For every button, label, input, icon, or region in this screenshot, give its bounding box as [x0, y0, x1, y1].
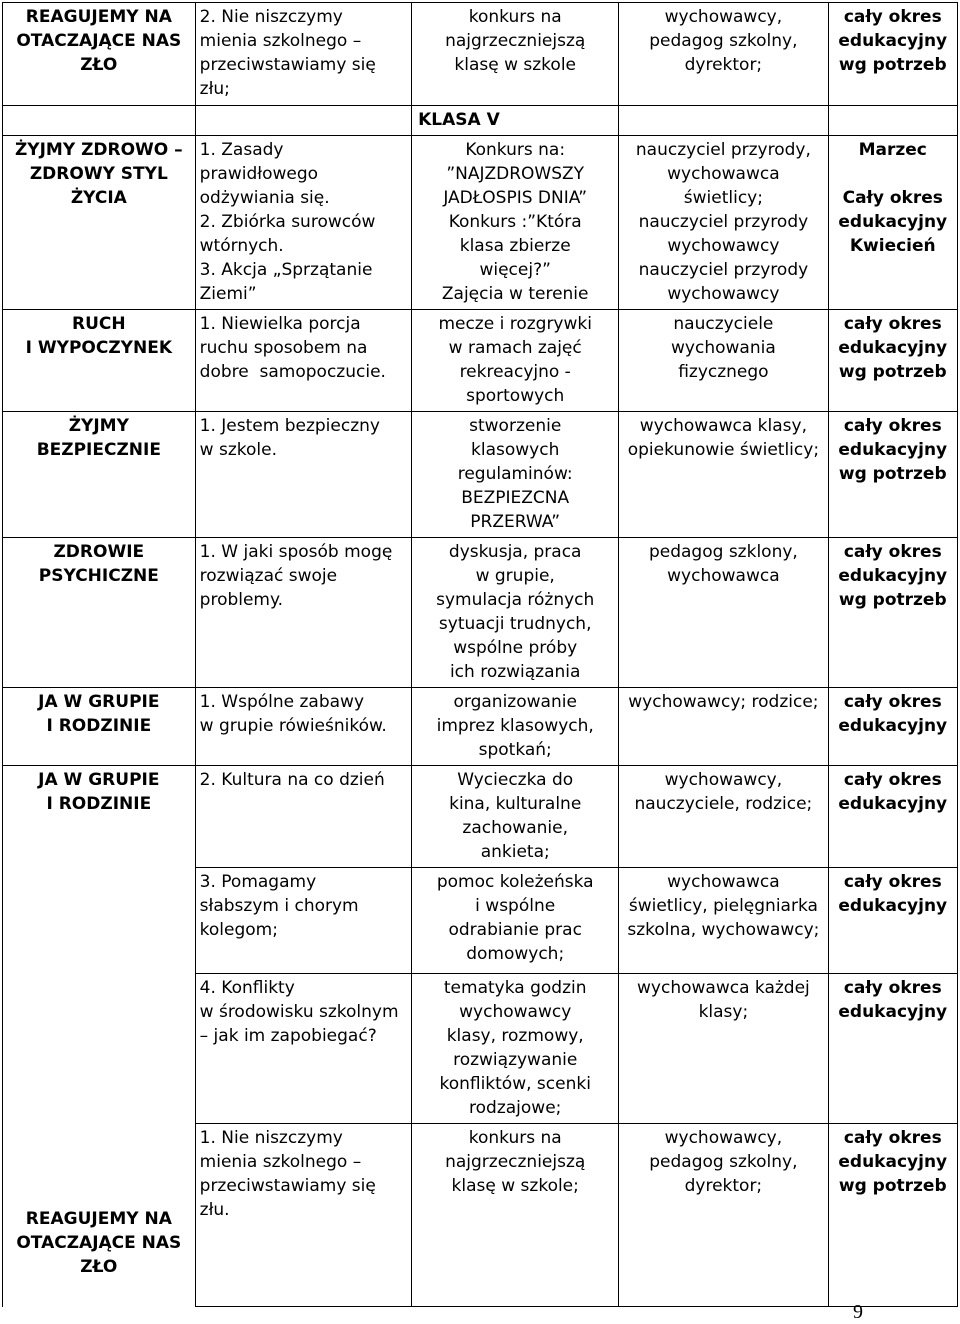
timeframe-cell — [828, 766, 958, 868]
cell-line: sportowych — [466, 386, 565, 406]
responsible-cell — [619, 3, 828, 106]
cell-line: cały okres — [843, 770, 942, 790]
cell-line: w szkole. — [199, 440, 277, 460]
task-cell — [195, 688, 411, 766]
cell-line: cały okres — [843, 314, 942, 334]
cell-line: wtórnych. — [199, 236, 284, 256]
cell-line: dyskusja, praca — [448, 542, 582, 562]
cell-line: pedagog szklony, — [648, 542, 798, 562]
cell-line: imprez klasowych, — [436, 716, 594, 736]
cell-line: wychowawcy, — [664, 1128, 783, 1148]
cell-line: prawidłowego — [199, 164, 319, 184]
timeframe-cell — [828, 538, 958, 688]
task-cell — [195, 766, 411, 868]
cell-line: 4. Konflikty — [199, 978, 295, 998]
cell-line: edukacyjny — [838, 338, 948, 358]
cell-line: rozwiązywanie — [453, 1050, 578, 1070]
cell-line: I WYPOCZYNEK — [25, 338, 172, 358]
cell-line: 2. Kultura na co dzień — [199, 770, 385, 790]
cell-line: RUCH — [72, 314, 126, 334]
topic-cell — [3, 1124, 196, 1307]
cell-line: odżywiania się. — [199, 188, 330, 208]
cell-line: regulaminów: — [457, 464, 573, 484]
cell-line: słabszym i chorym — [199, 896, 359, 916]
cell-line: problemy. — [199, 590, 284, 610]
timeframe-cell — [828, 3, 958, 106]
cell-line: wg potrzeb — [838, 362, 947, 382]
table-row — [3, 310, 958, 412]
cell-line: ZDROWIE — [53, 542, 145, 562]
cell-line: sytuacji trudnych, — [438, 614, 592, 634]
cell-line: kina, kulturalne — [449, 794, 582, 814]
topic-cell — [3, 538, 196, 688]
cell-line: edukacyjny — [838, 440, 948, 460]
empty-cell — [619, 106, 828, 136]
cell-line: ich rozwiązania — [449, 662, 581, 682]
cell-line: Wycieczka do — [457, 770, 574, 790]
cell-line: stworzenie — [469, 416, 562, 436]
table-row — [3, 538, 958, 688]
task-cell — [195, 136, 411, 310]
topic-cell — [3, 412, 196, 538]
cell-line: 2. Nie niszczymy — [199, 7, 343, 27]
form-cell — [412, 1124, 619, 1307]
cell-line: pedagog szkolny, — [649, 31, 798, 51]
table-row — [3, 868, 958, 974]
cell-line: nauczyciel przyrody — [638, 212, 809, 232]
page-number: 9 — [853, 1301, 863, 1323]
cell-line: nauczyciel przyrody, — [635, 140, 811, 160]
cell-line: świetlicy; — [683, 188, 763, 208]
task-cell — [195, 868, 411, 974]
timeframe-cell — [828, 412, 958, 538]
responsible-cell — [619, 412, 828, 538]
cell-line: przeciwstawiamy się — [199, 1176, 376, 1196]
cell-line: edukacyjny — [838, 794, 948, 814]
cell-line: wg potrzeb — [838, 590, 947, 610]
cell-line: PSYCHICZNE — [38, 566, 159, 586]
form-cell — [412, 310, 619, 412]
table-row — [3, 136, 958, 310]
program-table — [2, 2, 958, 1307]
cell-line: mienia szkolnego – — [199, 31, 362, 51]
cell-line: mienia szkolnego – — [199, 1152, 362, 1172]
cell-line: wychowawcy — [667, 236, 780, 256]
topic-cell — [3, 868, 196, 974]
cell-line: ZŁO — [80, 55, 118, 75]
cell-line: wspólne próby — [453, 638, 578, 658]
cell-line: nauczyciele — [673, 314, 774, 334]
cell-line: wychowawcy; rodzice; — [628, 692, 819, 712]
responsible-cell — [619, 688, 828, 766]
empty-cell — [195, 106, 411, 136]
cell-line: 1. Niewielka porcja — [199, 314, 361, 334]
cell-line: pomoc koleżeńska — [436, 872, 594, 892]
cell-line: rekreacyjno - — [459, 362, 571, 382]
cell-line: złu. — [199, 1200, 230, 1220]
cell-line: opiekunowie świetlicy; — [627, 440, 820, 460]
cell-line: I RODZINIE — [46, 716, 152, 736]
cell-line: domowych; — [466, 944, 565, 964]
cell-line: rozwiązać swoje — [199, 566, 338, 586]
cell-line: cały okres — [843, 692, 942, 712]
cell-line: mecze i rozgrywki — [438, 314, 592, 334]
cell-line: świetlicy, pielęgniarka — [628, 896, 818, 916]
cell-line: konkurs na — [468, 7, 562, 27]
cell-line: nauczyciel przyrody — [638, 260, 809, 280]
cell-line: 3. Akcja „Sprzątanie — [199, 260, 373, 280]
form-cell — [412, 3, 619, 106]
task-cell — [195, 538, 411, 688]
cell-line: kolegom; — [199, 920, 278, 940]
cell-line: wychowawcy — [459, 1002, 572, 1022]
cell-line: Marzec — [858, 140, 927, 160]
responsible-cell — [619, 1124, 828, 1307]
responsible-cell — [619, 974, 828, 1124]
cell-line: zachowanie, — [462, 818, 568, 838]
cell-line: ankieta; — [480, 842, 550, 862]
responsible-cell — [619, 868, 828, 974]
table-row — [3, 1124, 958, 1307]
cell-line: klasę w szkole — [454, 55, 577, 75]
cell-line: w grupie, — [475, 566, 555, 586]
cell-line: Konkurs :”Która — [448, 212, 582, 232]
timeframe-cell — [828, 688, 958, 766]
cell-line: wychowania — [671, 338, 776, 358]
topic-cell — [3, 136, 196, 310]
task-cell — [195, 3, 411, 106]
cell-line: wychowawca — [667, 872, 780, 892]
cell-line: dobre samopoczucie. — [199, 362, 386, 382]
cell-line: konfliktów, scenki — [439, 1074, 591, 1094]
cell-line: fizycznego — [678, 362, 769, 382]
cell-line: nauczyciele, rodzice; — [634, 794, 813, 814]
cell-line: odrabianie prac — [448, 920, 582, 940]
cell-line: cały okres — [843, 978, 942, 998]
cell-line: Ziemi” — [199, 284, 257, 304]
cell-line: cały okres — [843, 416, 942, 436]
cell-line: ŻYJMY — [68, 416, 129, 436]
cell-line: wychowawcy, — [664, 770, 783, 790]
cell-line: edukacyjny — [838, 212, 948, 232]
empty-cell — [3, 106, 196, 136]
timeframe-cell — [828, 310, 958, 412]
cell-line: w ramach zajęć — [448, 338, 582, 358]
responsible-cell — [619, 766, 828, 868]
cell-line: wg potrzeb — [838, 1176, 947, 1196]
responsible-cell — [619, 136, 828, 310]
cell-line: klasa zbierze — [459, 236, 571, 256]
form-cell — [412, 868, 619, 974]
form-cell — [412, 538, 619, 688]
cell-line: tematyka godzin — [443, 978, 587, 998]
cell-line: spotkań; — [478, 740, 552, 760]
timeframe-cell — [828, 974, 958, 1124]
cell-line: wg potrzeb — [838, 464, 947, 484]
cell-line: ŻYJMY ZDROWO – — [14, 140, 183, 160]
cell-line: wychowawca klasy, — [639, 416, 807, 436]
cell-line: edukacyjny — [838, 31, 948, 51]
cell-line: OTACZAJĄCE NAS — [16, 1232, 182, 1253]
cell-line: najgrzeczniejszą — [445, 31, 586, 51]
cell-line: ZDROWY STYL — [29, 164, 168, 184]
cell-line: Konkurs na: — [465, 140, 566, 160]
table-row — [3, 974, 958, 1124]
cell-line: REAGUJEMY NA — [25, 1208, 172, 1229]
cell-line: 2. Zbiórka surowców — [199, 212, 376, 232]
cell-line: ZŁO — [80, 1256, 118, 1277]
cell-line: JA W GRUPIE — [38, 692, 160, 712]
cell-line: szkolna, wychowawcy; — [627, 920, 820, 940]
task-cell — [195, 1124, 411, 1307]
cell-line: – jak im zapobiegać? — [199, 1026, 377, 1046]
table-row — [3, 412, 958, 538]
task-cell — [195, 310, 411, 412]
cell-line: edukacyjny — [838, 896, 948, 916]
section-label: KLASA V — [412, 106, 619, 136]
cell-line: BEZPIEZCNA — [461, 488, 570, 508]
cell-line: edukacyjny — [838, 1152, 948, 1172]
cell-line: 1. Zasady — [199, 140, 284, 160]
topic-cell — [3, 974, 196, 1124]
form-cell — [412, 974, 619, 1124]
cell-line: PRZERWA” — [470, 512, 561, 532]
cell-line: cały okres — [843, 7, 942, 27]
cell-line: ”NAJZDROWSZY — [446, 164, 585, 184]
form-cell — [412, 766, 619, 868]
cell-line: klasy; — [698, 1002, 749, 1022]
cell-line: klasy, rozmowy, — [446, 1026, 584, 1046]
timeframe-cell — [828, 136, 958, 310]
cell-line: edukacyjny — [838, 1002, 948, 1022]
cell-line: przeciwstawiamy się — [199, 55, 376, 75]
cell-line: wychowawca każdej — [637, 978, 810, 998]
cell-line: rodzajowe; — [469, 1098, 562, 1118]
cell-line: edukacyjny — [838, 716, 948, 736]
cell-line: Cały okres — [842, 188, 943, 208]
cell-line: dyrektor; — [684, 55, 763, 75]
section-header-row — [3, 106, 958, 136]
cell-line: i wspólne — [475, 896, 556, 916]
cell-line: wychowawcy, — [664, 7, 783, 27]
cell-line: OTACZAJĄCE NAS — [16, 31, 182, 51]
cell-line: klasę w szkole; — [451, 1176, 579, 1196]
task-cell — [195, 974, 411, 1124]
form-cell — [412, 136, 619, 310]
cell-line: symulacja różnych — [436, 590, 595, 610]
cell-line: cały okres — [843, 872, 942, 892]
responsible-cell — [619, 538, 828, 688]
cell-line: pedagog szkolny, — [649, 1152, 798, 1172]
empty-cell — [828, 106, 958, 136]
timeframe-cell — [828, 868, 958, 974]
cell-line: wychowawca — [667, 164, 780, 184]
form-cell — [412, 688, 619, 766]
cell-line: 1. W jaki sposób mogę — [199, 542, 393, 562]
topic-cell — [3, 766, 196, 868]
cell-line: klasowych — [471, 440, 560, 460]
cell-line: ŻYCIA — [70, 188, 127, 208]
task-cell — [195, 412, 411, 538]
cell-line: JADŁOSPIS DNIA” — [443, 188, 588, 208]
cell-line: BEZPIECZNIE — [36, 440, 161, 460]
topic-cell — [3, 688, 196, 766]
cell-line: JA W GRUPIE — [38, 770, 160, 790]
cell-line: więcej?” — [479, 260, 551, 280]
timeframe-cell — [828, 1124, 958, 1307]
topic-cell — [3, 310, 196, 412]
cell-line: 3. Pomagamy — [199, 872, 317, 892]
cell-line: wychowawcy — [667, 284, 780, 304]
cell-line: najgrzeczniejszą — [445, 1152, 586, 1172]
cell-line: złu; — [199, 79, 230, 99]
cell-line: cały okres — [843, 1128, 942, 1148]
cell-line: konkurs na — [468, 1128, 562, 1148]
cell-line: dyrektor; — [684, 1176, 763, 1196]
cell-line: 1. Nie niszczymy — [199, 1128, 343, 1148]
cell-line: 1. Jestem bezpieczny — [199, 416, 380, 436]
topic-cell — [3, 3, 196, 106]
cell-line: w grupie rówieśników. — [199, 716, 387, 736]
cell-line: 1. Wspólne zabawy — [199, 692, 365, 712]
form-cell — [412, 412, 619, 538]
cell-line: REAGUJEMY NA — [25, 7, 172, 27]
cell-line: wg potrzeb — [838, 55, 947, 75]
cell-line: organizowanie — [453, 692, 577, 712]
cell-line: edukacyjny — [838, 566, 948, 586]
responsible-cell — [619, 310, 828, 412]
cell-line: Zajęcia w terenie — [441, 284, 589, 304]
cell-line: w środowisku szkolnym — [199, 1002, 399, 1022]
cell-line — [833, 162, 954, 186]
cell-line: I RODZINIE — [46, 794, 152, 814]
cell-line: wychowawca — [667, 566, 780, 586]
table-row — [3, 3, 958, 106]
cell-line: cały okres — [843, 542, 942, 562]
table-row — [3, 688, 958, 766]
cell-line: Kwiecień — [849, 236, 936, 256]
program-table-body — [3, 3, 958, 1307]
cell-line: ruchu sposobem na — [199, 338, 368, 358]
table-row — [3, 766, 958, 868]
